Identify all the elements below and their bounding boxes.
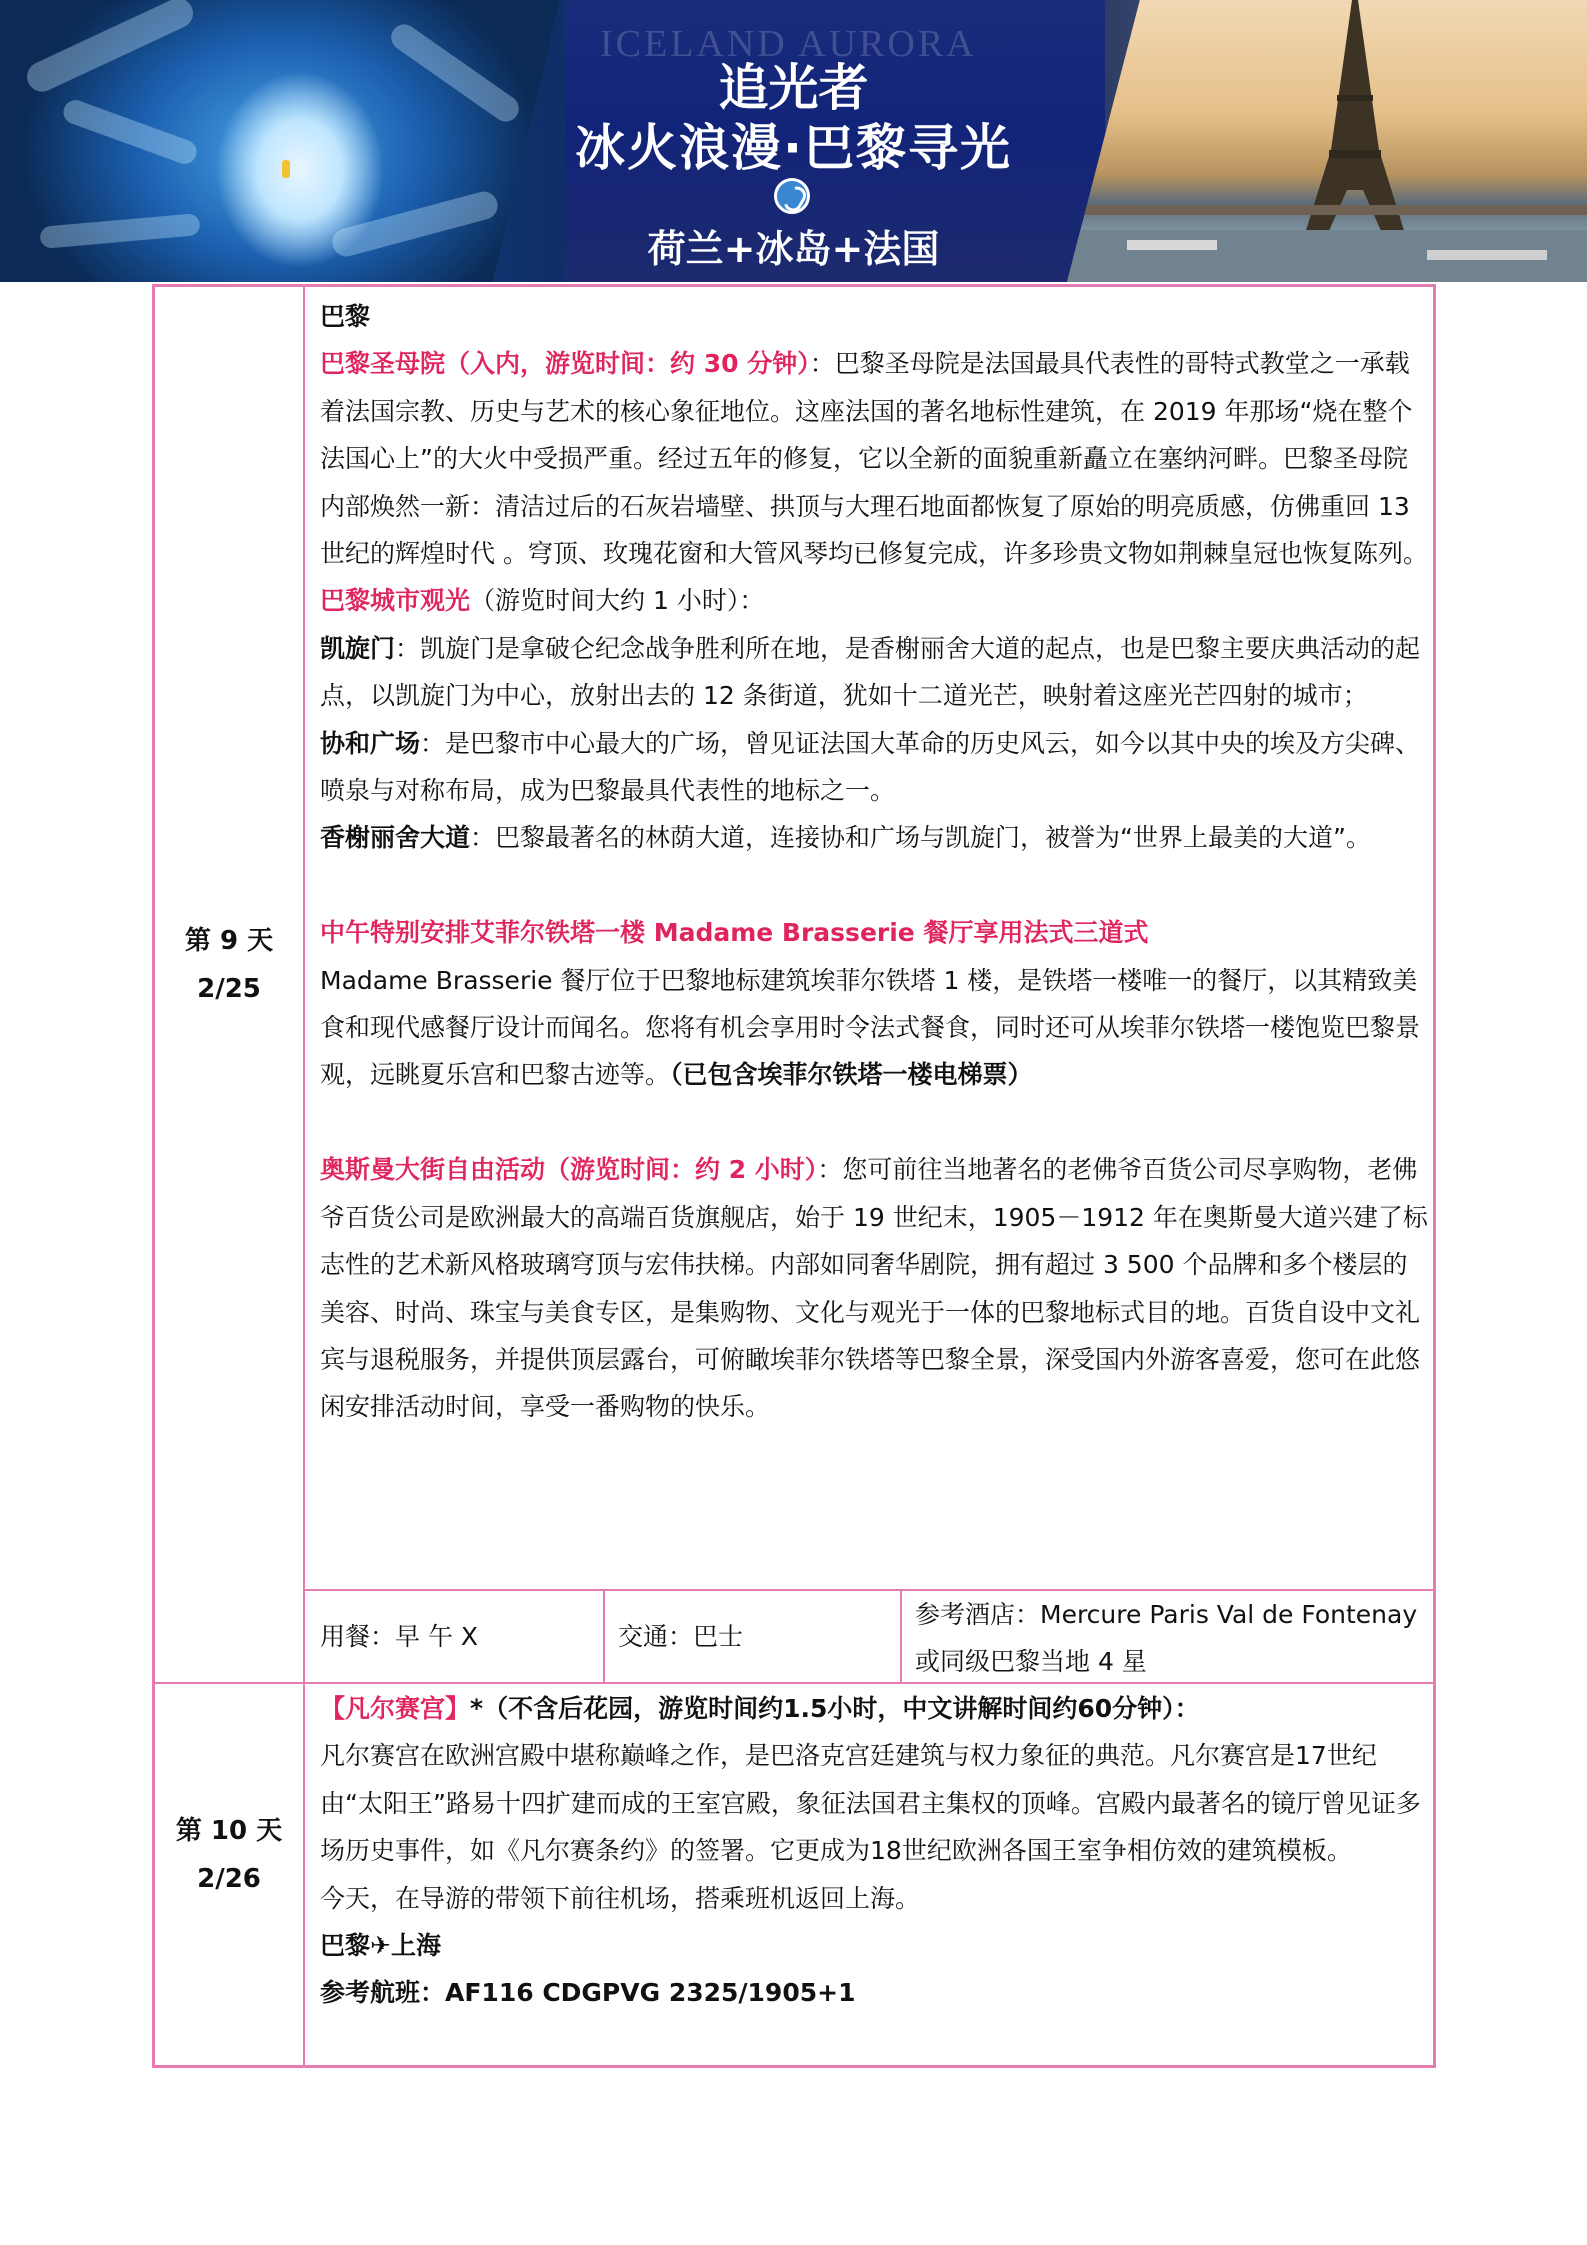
haussmann-paragraph <box>320 1146 1428 1430</box>
lunch-paragraph <box>320 957 1428 1099</box>
day10-date: 2/26 <box>197 1864 261 1894</box>
banner-title-line1: 追光者 <box>718 59 869 117</box>
concorde-text: ：是巴黎市中心最大的广场，曾见证法国大革命的历史风云，如今以其中央的埃及方尖碑、喷泉与对称布局，成为巴黎最具代表性的地标之一。 <box>320 728 1421 806</box>
day9-label: 第 9 天 <box>184 926 274 956</box>
haussmann-text: ：您可前往当地著名的老佛爷百货公司尽享购物，老佛爷百货公司是欧洲最大的高端百货旗舰店，始于 19 世纪末，1905－1912 年在奥斯曼大道兴建了标志性的艺术新风格玻璃穹顶与宏伟扶梯。内部如同奢华剧院，拥有超过 3 500 个品牌和多个楼层的美容、时尚、珠宝与美食专区，是集购物、文化与观光于一体的巴黎地标式目的地。百货自设中文礼宾与退税服务，并提供顶层露台，可俯瞰埃菲尔铁塔等巴黎全景，深受国内外游客喜爱，您可在此悠闲安排活动时间，享受一番购物的快乐。 <box>320 1155 1428 1422</box>
flight-info: 参考航班：AF116 CDGPVG 2325/1905+1 <box>320 1978 856 2008</box>
banner-subtitle: 荷兰+冰岛+法国 <box>647 227 940 271</box>
notre-dame-paragraph <box>320 340 1428 577</box>
city-tour-title: 巴黎城市观光 <box>320 586 471 616</box>
banner-title-line2: 冰火浪漫·巴黎寻光 <box>575 119 1012 177</box>
day9-hotel-line1: 参考酒店：Mercure Paris Val de Fontenay <box>915 1600 1418 1629</box>
concorde-label: 协和广场 <box>320 728 421 758</box>
arc-text: ：凯旋门是拿破仑纪念战争胜利所在地，是香榭丽舍大道的起点，也是巴黎主要庆典活动的起点，以凯旋门为中心，放射出去的 12 条街道，犹如十二道光芒，映射着这座光芒四射的城市； <box>320 633 1421 711</box>
day9-meals: 用餐：早 午 X <box>320 1622 479 1651</box>
city-tour-heading <box>320 577 1428 624</box>
arc-paragraph <box>320 625 1428 720</box>
table-divider <box>303 287 305 2065</box>
brand-logo-icon <box>774 178 810 214</box>
airport-text: 今天，在导游的带领下前往机场，搭乘班机返回上海。 <box>320 1883 921 1913</box>
lunch-text: Madame Brasserie 餐厅位于巴黎地标建筑埃菲尔铁塔 1 楼，是铁塔一楼唯一的餐厅，以其精致美食和现代感餐厅设计而闻名。您将有机会享用时令法式餐食，同时还可从埃菲尔铁塔一楼饱览巴黎景观，远眺夏乐宫和巴黎古迹等。 <box>320 965 1421 1090</box>
table-divider <box>900 1589 902 1682</box>
champs-label: 香榭丽舍大道 <box>320 823 471 853</box>
day9-date: 2/25 <box>197 974 261 1004</box>
day9-hotel <box>915 1591 1430 1685</box>
lunch-note: （已包含埃菲尔铁塔一楼电梯票） <box>670 1060 1033 1090</box>
versailles-heading <box>320 1685 1428 1732</box>
concorde-paragraph <box>320 720 1428 815</box>
banner-watermark: ICELAND AURORA <box>600 23 977 65</box>
day10-cell <box>155 1807 303 1903</box>
champs-paragraph <box>320 814 1428 861</box>
header-banner <box>0 0 1587 282</box>
day9-hotel-line2: 或同级巴黎当地 4 星 <box>915 1647 1147 1676</box>
versailles-note: *（不含后花园，游览时间约1.5小时，中文讲解时间约60分钟）： <box>470 1694 1200 1723</box>
day9-cell <box>155 917 303 1013</box>
city-tour-time: （游览时间大约 1 小时）： <box>470 586 765 616</box>
flight-route: 巴黎✈上海 <box>320 1931 441 1961</box>
notre-dame-text: ：巴黎圣母院是法国最具代表性的哥特式教堂之一承载着法国宗教、历史与艺术的核心象征地位。这座法国的著名地标性建筑，在 2019 年那场“烧在整个法国心上”的大火中受损严重。经过五年的修复，它以全新的面貌重新矗立在塞纳河畔。巴黎圣母院内部焕然一新：清洁过后的石灰岩墙壁、拱顶与大理石地面都恢复了原始的明亮质感，仿佛重回 13 世纪的辉煌时代 。穹顶、玫瑰花窗和大管风琴均已修复完成，许多珍贵文物如荆棘皇冠也恢复陈列。 <box>320 349 1428 569</box>
itinerary-table <box>152 284 1436 2068</box>
arc-label: 凯旋门 <box>320 633 396 663</box>
day9-content <box>320 293 1428 1431</box>
champs-text: ：巴黎最著名的林荫大道，连接协和广场与凯旋门，被誉为“世界上最美的大道”。 <box>470 823 1371 853</box>
versailles-title: 【凡尔赛宫】 <box>320 1694 471 1723</box>
notre-dame-title: 巴黎圣母院（入内，游览时间：约 30 分钟） <box>320 349 810 379</box>
day9-transport: 交通：巴士 <box>618 1622 744 1651</box>
versailles-text: 凡尔赛宫在欧洲宫殿中堪称巅峰之作，是巴洛克宫廷建筑与权力象征的典范。凡尔赛宫是17世纪由“太阳王”路易十四扩建而成的王室宫殿，象征法国君主集权的顶峰。宫殿内最著名的镜厅曾见证多场历史事件，如《凡尔赛条约》的签署。它更成为18世纪欧洲各国王室争相仿效的建筑模板。 <box>320 1741 1421 1866</box>
lunch-title: 中午特别安排艾菲尔铁塔一楼 Madame Brasserie 餐厅享用法式三道式 <box>320 918 1149 948</box>
day9-city: 巴黎 <box>320 302 371 331</box>
table-divider <box>603 1589 605 1682</box>
day10-content <box>320 1685 1428 2017</box>
day10-label: 第 10 天 <box>175 1816 283 1846</box>
haussmann-title: 奥斯曼大街自由活动（游览时间：约 2 小时） <box>320 1155 818 1185</box>
